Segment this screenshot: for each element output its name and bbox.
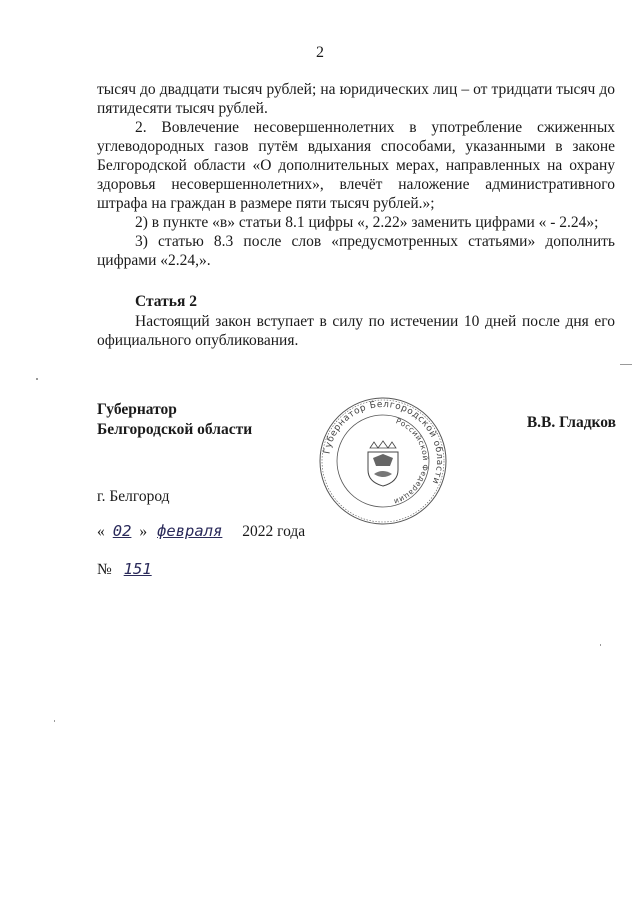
article-heading: Статья 2 bbox=[135, 293, 197, 310]
paragraph-1: тысяч до двадцати тысяч рублей; на юридических лиц – от тридцати тысяч до пятидесяти тысяч рублей. bbox=[97, 81, 615, 117]
seal-inner-text: Российской Федерации bbox=[392, 416, 431, 507]
page-number: 2 bbox=[316, 44, 324, 61]
date-year: 2022 года bbox=[242, 523, 306, 540]
seal-outer-text: Губернатор Белгородской области bbox=[322, 399, 445, 486]
article-text-block bbox=[97, 312, 615, 350]
signatory-title-line2: Белгородской области bbox=[97, 421, 253, 438]
article-text: Настоящий закон вступает в силу по истечении 10 дней после дня его официального опубликования. bbox=[97, 313, 615, 349]
scan-speck bbox=[36, 378, 38, 380]
paragraph-4: 3) статью 8.3 после слов «предусмотренных статьями» дополнить цифрами «2.24,». bbox=[97, 233, 615, 269]
number-value: 151 bbox=[123, 560, 152, 578]
date-close-quote: » bbox=[139, 523, 148, 540]
paragraph-2: 2. Вовлечение несовершеннолетних в употребление сжиженных углеводородных газов путём вдыхания способами, указанными в законе Белгородской области «О дополнительных мерах, направленных на охрану здоровья несовершеннолетних», влечёт наложение административного штрафа на граждан в размере пяти тысяч рублей.»; bbox=[97, 119, 615, 212]
paragraph-3: 2) в пункте «в» статьи 8.1 цифры «, 2.22» заменить цифрами « - 2.24»; bbox=[135, 214, 599, 231]
date-open-quote: « bbox=[97, 523, 105, 540]
scan-speck bbox=[54, 720, 55, 722]
signatory-title-line1: Губернатор bbox=[97, 401, 177, 418]
signatory-title bbox=[97, 400, 252, 440]
signatory-name: В.В. Гладков bbox=[526, 414, 616, 431]
official-seal bbox=[318, 396, 448, 526]
scan-speck bbox=[600, 644, 601, 646]
date-month: февраля bbox=[157, 522, 223, 540]
signing-date bbox=[97, 522, 305, 541]
number-label: № bbox=[97, 561, 112, 578]
document-number bbox=[97, 560, 180, 579]
coat-of-arms-icon bbox=[368, 441, 398, 486]
main-text bbox=[97, 80, 615, 270]
date-day: 02 bbox=[112, 522, 132, 540]
scan-mark bbox=[620, 364, 632, 365]
place-of-signing: г. Белгород bbox=[97, 488, 170, 505]
